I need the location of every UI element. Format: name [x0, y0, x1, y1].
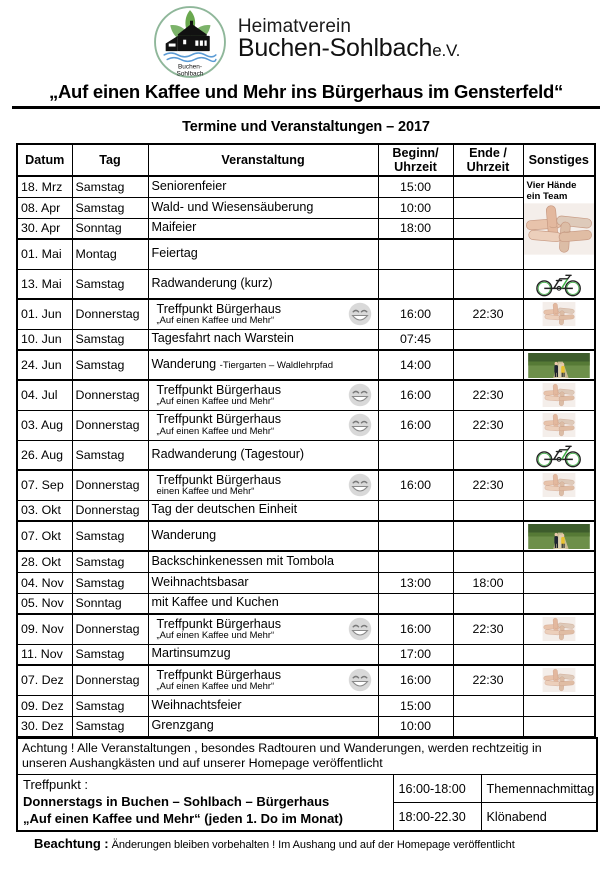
col-header-ende-line1: Ende /	[469, 146, 507, 160]
logo-text-line2: Sohlbach	[176, 69, 204, 77]
cell-beginn: 10:00	[378, 197, 453, 218]
cell-veranstaltung	[148, 572, 378, 593]
cell-tag: Samstag	[72, 176, 148, 197]
cell-tag: Samstag	[72, 572, 148, 593]
cell-datum: 10. Jun	[17, 329, 72, 350]
cell-beginn	[378, 500, 453, 521]
cell-tag: Montag	[72, 239, 148, 269]
cell-ende	[453, 350, 523, 380]
table-row	[17, 380, 595, 410]
cell-ende: 18:00	[453, 572, 523, 593]
cell-sonstiges	[523, 695, 595, 716]
col-header-ende	[453, 144, 523, 176]
cell-datum: 30. Apr	[17, 218, 72, 239]
cell-ende	[453, 551, 523, 572]
cell-ende: 22:30	[453, 614, 523, 644]
cell-sonstiges	[523, 350, 595, 380]
smiley-icon	[348, 413, 372, 437]
hands-photo	[539, 413, 579, 437]
banner-section	[0, 80, 612, 109]
cell-beginn: 14:00	[378, 350, 453, 380]
cell-beginn: 15:00	[378, 695, 453, 716]
table-row	[17, 350, 595, 380]
cell-datum: 04. Jul	[17, 380, 72, 410]
org-name-main: Buchen-Sohlbach	[237, 34, 433, 63]
cell-datum: 30. Dez	[17, 716, 72, 737]
logo-text-line1: Buchen-	[177, 63, 202, 71]
hands-photo	[524, 203, 594, 255]
table-row	[17, 665, 595, 695]
cell-ende	[453, 218, 523, 239]
table-row	[17, 551, 595, 572]
hikers-photo	[528, 353, 590, 378]
cell-beginn: 16:00	[378, 614, 453, 644]
table-row	[17, 644, 595, 665]
cell-datum: 13. Mai	[17, 269, 72, 299]
cell-datum: 09. Dez	[17, 695, 72, 716]
hands-photo	[539, 383, 579, 407]
cell-veranstaltung	[148, 176, 378, 197]
event-title: Wanderung -Tiergarten – Waldlehrpfad	[151, 357, 334, 372]
event-subtitle: einen Kaffee und Mehr“	[156, 485, 255, 497]
cell-tag: Samstag	[72, 329, 148, 350]
event-title: Weihnachtsfeier	[151, 697, 242, 712]
schedule-section	[0, 143, 612, 851]
event-title: Tag der deutschen Einheit	[151, 502, 298, 517]
cell-veranstaltung	[148, 500, 378, 521]
cell-datum: 03. Okt	[17, 500, 72, 521]
table-header-row	[17, 144, 595, 176]
smiley-icon	[348, 383, 372, 407]
cell-tag: Donnerstag	[72, 299, 148, 329]
event-title: Grenzgang	[151, 718, 214, 733]
cell-tag: Samstag	[72, 521, 148, 551]
event-subtitle: „Auf einen Kaffee und Mehr“	[156, 395, 275, 407]
cell-veranstaltung	[148, 551, 378, 572]
table-row	[17, 197, 595, 218]
cell-ende	[453, 593, 523, 614]
smiley-icon	[348, 473, 372, 497]
cell-sonstiges	[523, 440, 595, 470]
cell-beginn	[378, 440, 453, 470]
table-row	[17, 410, 595, 440]
col-header-sonstiges: Sonstiges	[523, 144, 595, 176]
cell-sonstiges	[523, 269, 595, 299]
cell-veranstaltung	[148, 410, 378, 440]
cell-veranstaltung	[148, 716, 378, 737]
cell-veranstaltung	[148, 299, 378, 329]
bicycle-icon	[531, 442, 587, 468]
cell-sonstiges	[523, 716, 595, 737]
cell-sonstiges	[523, 572, 595, 593]
cell-datum: 18. Mrz	[17, 176, 72, 197]
cell-sonstiges	[523, 614, 595, 644]
cell-beginn: 18:00	[378, 218, 453, 239]
table-row	[17, 500, 595, 521]
table-row	[17, 470, 595, 500]
beachtung-note	[16, 832, 596, 851]
cell-veranstaltung	[148, 329, 378, 350]
cell-ende	[453, 239, 523, 269]
cell-veranstaltung	[148, 695, 378, 716]
table-row	[17, 176, 595, 197]
hands-caption: Vier Hände ein Team	[526, 180, 577, 203]
cell-ende: 22:30	[453, 299, 523, 329]
cell-tag: Samstag	[72, 197, 148, 218]
beachtung-text: Änderungen bleiben vorbehalten ! Im Aushang und auf der Homepage veröffentlicht	[108, 839, 515, 852]
cell-tag: Sonntag	[72, 593, 148, 614]
cell-beginn: 16:00	[378, 299, 453, 329]
cell-veranstaltung	[148, 350, 378, 380]
cell-tag: Donnerstag	[72, 470, 148, 500]
col-header-veranstaltung: Veranstaltung	[148, 144, 378, 176]
cell-ende	[453, 440, 523, 470]
event-title: Maifeier	[151, 220, 197, 235]
event-subtitle-inline: -Tiergarten – Waldlehrpfad	[219, 360, 334, 372]
table-row	[17, 521, 595, 551]
cell-sonstiges	[523, 521, 595, 551]
cell-datum: 28. Okt	[17, 551, 72, 572]
event-title: Wald- und Wiesensäuberung	[151, 199, 314, 214]
hands-photo	[539, 617, 579, 641]
cell-sonstiges	[523, 410, 595, 440]
cell-ende: 22:30	[453, 410, 523, 440]
cell-sonstiges	[523, 329, 595, 350]
org-name-line2	[238, 36, 460, 62]
cell-tag: Samstag	[72, 440, 148, 470]
heimatverein-logo	[152, 4, 228, 80]
event-title: Radwanderung (kurz)	[151, 275, 273, 290]
event-subtitle: „Auf einen Kaffee und Mehr“	[156, 680, 275, 692]
cell-veranstaltung	[148, 269, 378, 299]
cell-tag: Samstag	[72, 551, 148, 572]
table-row	[17, 239, 595, 269]
event-title: Treffpunkt Bürgerhaus	[156, 382, 282, 397]
slot2-description: Klönabend	[481, 803, 597, 832]
col-header-ende-line2: Uhrzeit	[466, 160, 510, 174]
treffpunkt-line2: Donnerstags in Buchen – Sohlbach – Bürgerhaus	[23, 793, 330, 809]
header-divider	[12, 106, 600, 109]
notes-table	[16, 737, 598, 832]
cell-beginn: 16:00	[378, 665, 453, 695]
cell-veranstaltung	[148, 593, 378, 614]
hands-photo	[539, 668, 579, 692]
cell-beginn: 16:00	[378, 410, 453, 440]
slot1-description: Themennachmittag	[481, 775, 597, 803]
bicycle-icon	[531, 271, 587, 297]
cell-veranstaltung	[148, 470, 378, 500]
cell-beginn: 16:00	[378, 380, 453, 410]
cell-beginn: 17:00	[378, 644, 453, 665]
cell-ende	[453, 695, 523, 716]
cell-beginn	[378, 593, 453, 614]
table-header	[17, 144, 595, 176]
event-subtitle: „Auf einen Kaffee und Mehr“	[156, 424, 275, 436]
table-row	[17, 716, 595, 737]
table-row	[17, 269, 595, 299]
achtung-line1: Achtung ! Alle Veranstaltungen , besondes Radtouren und Wanderungen, werden rechtzeitig in	[22, 741, 542, 755]
cell-beginn	[378, 521, 453, 551]
table-row	[17, 218, 595, 239]
banner-title: „Auf einen Kaffee und Mehr ins Bürgerhaus im Gensterfeld“	[48, 81, 564, 102]
cell-datum: 08. Apr	[17, 197, 72, 218]
hands-photo	[539, 302, 579, 326]
cell-ende: 22:30	[453, 665, 523, 695]
event-subtitle: „Auf einen Kaffee und Mehr“	[156, 629, 275, 641]
cell-ende	[453, 269, 523, 299]
notes-treffpunkt-row-1	[17, 775, 597, 803]
cell-sonstiges-team	[523, 176, 595, 269]
achtung-line2: unseren Aushangkästen und auf unserer Homepage veröffentlicht	[22, 756, 383, 771]
cell-beginn: 16:00	[378, 470, 453, 500]
cell-veranstaltung	[148, 218, 378, 239]
event-title: Treffpunkt Bürgerhaus	[156, 301, 282, 316]
smiley-icon	[348, 302, 372, 326]
treffpunkt-line1: Treffpunkt :	[23, 777, 89, 793]
cell-beginn: 07:45	[378, 329, 453, 350]
cell-tag: Samstag	[72, 644, 148, 665]
smiley-icon	[348, 668, 372, 692]
org-name-line1: Heimatverein	[237, 16, 351, 38]
cell-sonstiges	[523, 644, 595, 665]
col-header-beginn-line1: Beginn/	[392, 146, 439, 160]
event-title: mit Kaffee und Kuchen	[151, 595, 279, 610]
cell-tag: Samstag	[72, 695, 148, 716]
cell-datum: 04. Nov	[17, 572, 72, 593]
slot2-time: 18:00-22.30	[393, 803, 481, 832]
cell-datum: 07. Okt	[17, 521, 72, 551]
event-title: Tagesfahrt nach Warstein	[151, 331, 294, 346]
cell-beginn: 15:00	[378, 176, 453, 197]
cell-datum: 03. Aug	[17, 410, 72, 440]
cell-ende	[453, 521, 523, 551]
cell-veranstaltung	[148, 644, 378, 665]
cell-beginn	[378, 551, 453, 572]
cell-beginn	[378, 269, 453, 299]
event-title: Treffpunkt Bürgerhaus	[156, 616, 282, 631]
cell-ende	[453, 197, 523, 218]
event-title: Feiertag	[151, 246, 198, 261]
cell-sonstiges	[523, 551, 595, 572]
schedule-table	[16, 143, 596, 738]
table-body	[17, 176, 595, 737]
event-title: Martinsumzug	[151, 646, 231, 661]
cell-veranstaltung	[148, 197, 378, 218]
cell-tag: Samstag	[72, 716, 148, 737]
slot1-time: 16:00-18:00	[393, 775, 481, 803]
cell-tag: Donnerstag	[72, 665, 148, 695]
event-title: Treffpunkt Bürgerhaus	[156, 412, 282, 427]
table-row	[17, 614, 595, 644]
event-title: Backschinkenessen mit Tombola	[151, 553, 334, 568]
cell-datum: 26. Aug	[17, 440, 72, 470]
cell-tag: Donnerstag	[72, 380, 148, 410]
cell-ende	[453, 329, 523, 350]
cell-veranstaltung	[148, 614, 378, 644]
cell-sonstiges	[523, 665, 595, 695]
table-row	[17, 572, 595, 593]
cell-sonstiges	[523, 299, 595, 329]
cell-tag: Donnerstag	[72, 410, 148, 440]
treffpunkt-line3: „Auf einen Kaffee und Mehr“ (jeden 1. Do im Monat)	[23, 810, 343, 826]
hikers-photo	[528, 524, 590, 549]
cell-tag: Samstag	[72, 269, 148, 299]
cell-ende	[453, 176, 523, 197]
cell-ende	[453, 716, 523, 737]
cell-veranstaltung	[148, 440, 378, 470]
cell-sonstiges	[523, 593, 595, 614]
cell-veranstaltung	[148, 239, 378, 269]
event-title: Seniorenfeier	[151, 178, 227, 193]
table-row	[17, 329, 595, 350]
page-subtitle: Termine und Veranstaltungen – 2017	[182, 119, 430, 135]
cell-veranstaltung	[148, 521, 378, 551]
table-row	[17, 299, 595, 329]
cell-beginn	[378, 239, 453, 269]
cell-datum: 07. Sep	[17, 470, 72, 500]
notes-achtung-row	[17, 738, 597, 775]
event-title: Weihnachtsbasar	[151, 574, 249, 589]
cell-sonstiges	[523, 380, 595, 410]
cell-datum: 05. Nov	[17, 593, 72, 614]
hands-photo	[539, 473, 579, 497]
cell-beginn: 10:00	[378, 716, 453, 737]
cell-beginn: 13:00	[378, 572, 453, 593]
cell-veranstaltung	[148, 665, 378, 695]
cell-datum: 01. Jun	[17, 299, 72, 329]
beachtung-label: Beachtung :	[34, 836, 109, 852]
table-row	[17, 440, 595, 470]
cell-datum: 07. Dez	[17, 665, 72, 695]
cell-ende: 22:30	[453, 470, 523, 500]
org-name-suffix: e.V.	[432, 41, 461, 61]
cell-ende: 22:30	[453, 380, 523, 410]
cell-tag: Donnerstag	[72, 614, 148, 644]
cell-datum: 01. Mai	[17, 239, 72, 269]
cell-veranstaltung	[148, 380, 378, 410]
smiley-icon	[348, 617, 372, 641]
cell-ende	[453, 644, 523, 665]
masthead	[0, 0, 612, 80]
achtung-note	[17, 738, 597, 775]
cell-datum: 24. Jun	[17, 350, 72, 380]
cell-datum: 11. Nov	[17, 644, 72, 665]
cell-tag: Samstag	[72, 350, 148, 380]
col-header-datum: Datum	[17, 144, 72, 176]
event-title: Treffpunkt Bürgerhaus	[156, 472, 282, 487]
organization-name	[238, 17, 460, 66]
cell-tag: Sonntag	[72, 218, 148, 239]
table-row	[17, 593, 595, 614]
cell-tag: Donnerstag	[72, 500, 148, 521]
cell-datum: 09. Nov	[17, 614, 72, 644]
treffpunkt-block	[17, 775, 393, 831]
col-header-beginn-line2: Uhrzeit	[394, 160, 437, 174]
col-header-beginn	[378, 144, 453, 176]
cell-ende	[453, 500, 523, 521]
table-row	[17, 695, 595, 716]
event-subtitle: „Auf einen Kaffee und Mehr“	[156, 314, 275, 326]
event-title: Treffpunkt Bürgerhaus	[156, 667, 282, 682]
event-title: Wanderung	[151, 528, 217, 543]
cell-sonstiges	[523, 470, 595, 500]
col-header-tag: Tag	[72, 144, 148, 176]
event-title: Radwanderung (Tagestour)	[151, 446, 305, 461]
cell-sonstiges	[523, 500, 595, 521]
